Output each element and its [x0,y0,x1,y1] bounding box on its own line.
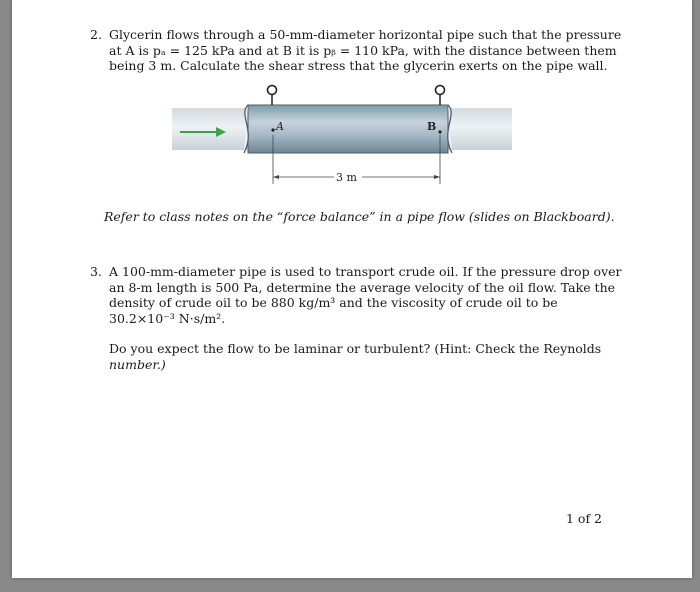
problem-3-text [109,264,622,326]
problem-2-line-1: Glycerin flows through a 50-mm-diameter horizontal pipe such that the pressure [109,27,622,42]
problem-3-question [109,341,609,372]
point-b-label: B [427,120,437,133]
problem-2-text [109,27,622,74]
pipe-figure [152,80,532,190]
problem-3-line-4: 30.2×10⁻³ N·s/m². [109,310,226,326]
problem-2-note: Refer to class notes on the “force balance” in a pipe flow (slides on Blackboard). [104,209,615,224]
gauge-b-icon [436,86,445,95]
problem-3-number: 3. [90,264,102,279]
gauge-a-icon [268,86,277,95]
problem-3-line-2: an 8-m length is 500 Pa, determine the average velocity of the oil flow. Take the [109,279,616,295]
document-page [12,0,692,578]
dimension-arrow-right-icon [434,175,440,179]
problem-3-question-line-2: number.) [109,356,166,372]
distance-label: 3 m [336,171,357,184]
page-number: 1 of 2 [566,511,603,526]
point-a-dot [271,128,274,131]
problem-2-line-3: being 3 m. Calculate the shear stress that the glycerin exerts on the pipe wall. [109,58,608,73]
point-a-label: A [276,120,284,133]
point-b-dot [438,130,441,133]
problem-3-question-line-1: Do you expect the flow to be laminar or turbulent? (Hint: Check the Reynolds [109,341,602,356]
problem-2-line-2: at A is pₐ = 125 kPa and at B it is pᵦ = 110 kPa, with the distance between them [109,42,617,58]
problem-3-line-1: A 100-mm-diameter pipe is used to transport crude oil. If the pressure drop over [109,264,622,279]
problem-2-number: 2. [90,27,102,42]
dimension-arrow-left-icon [273,175,279,179]
problem-3-line-3: density of crude oil to be 880 kg/m³ and the viscosity of crude oil to be [109,295,558,310]
